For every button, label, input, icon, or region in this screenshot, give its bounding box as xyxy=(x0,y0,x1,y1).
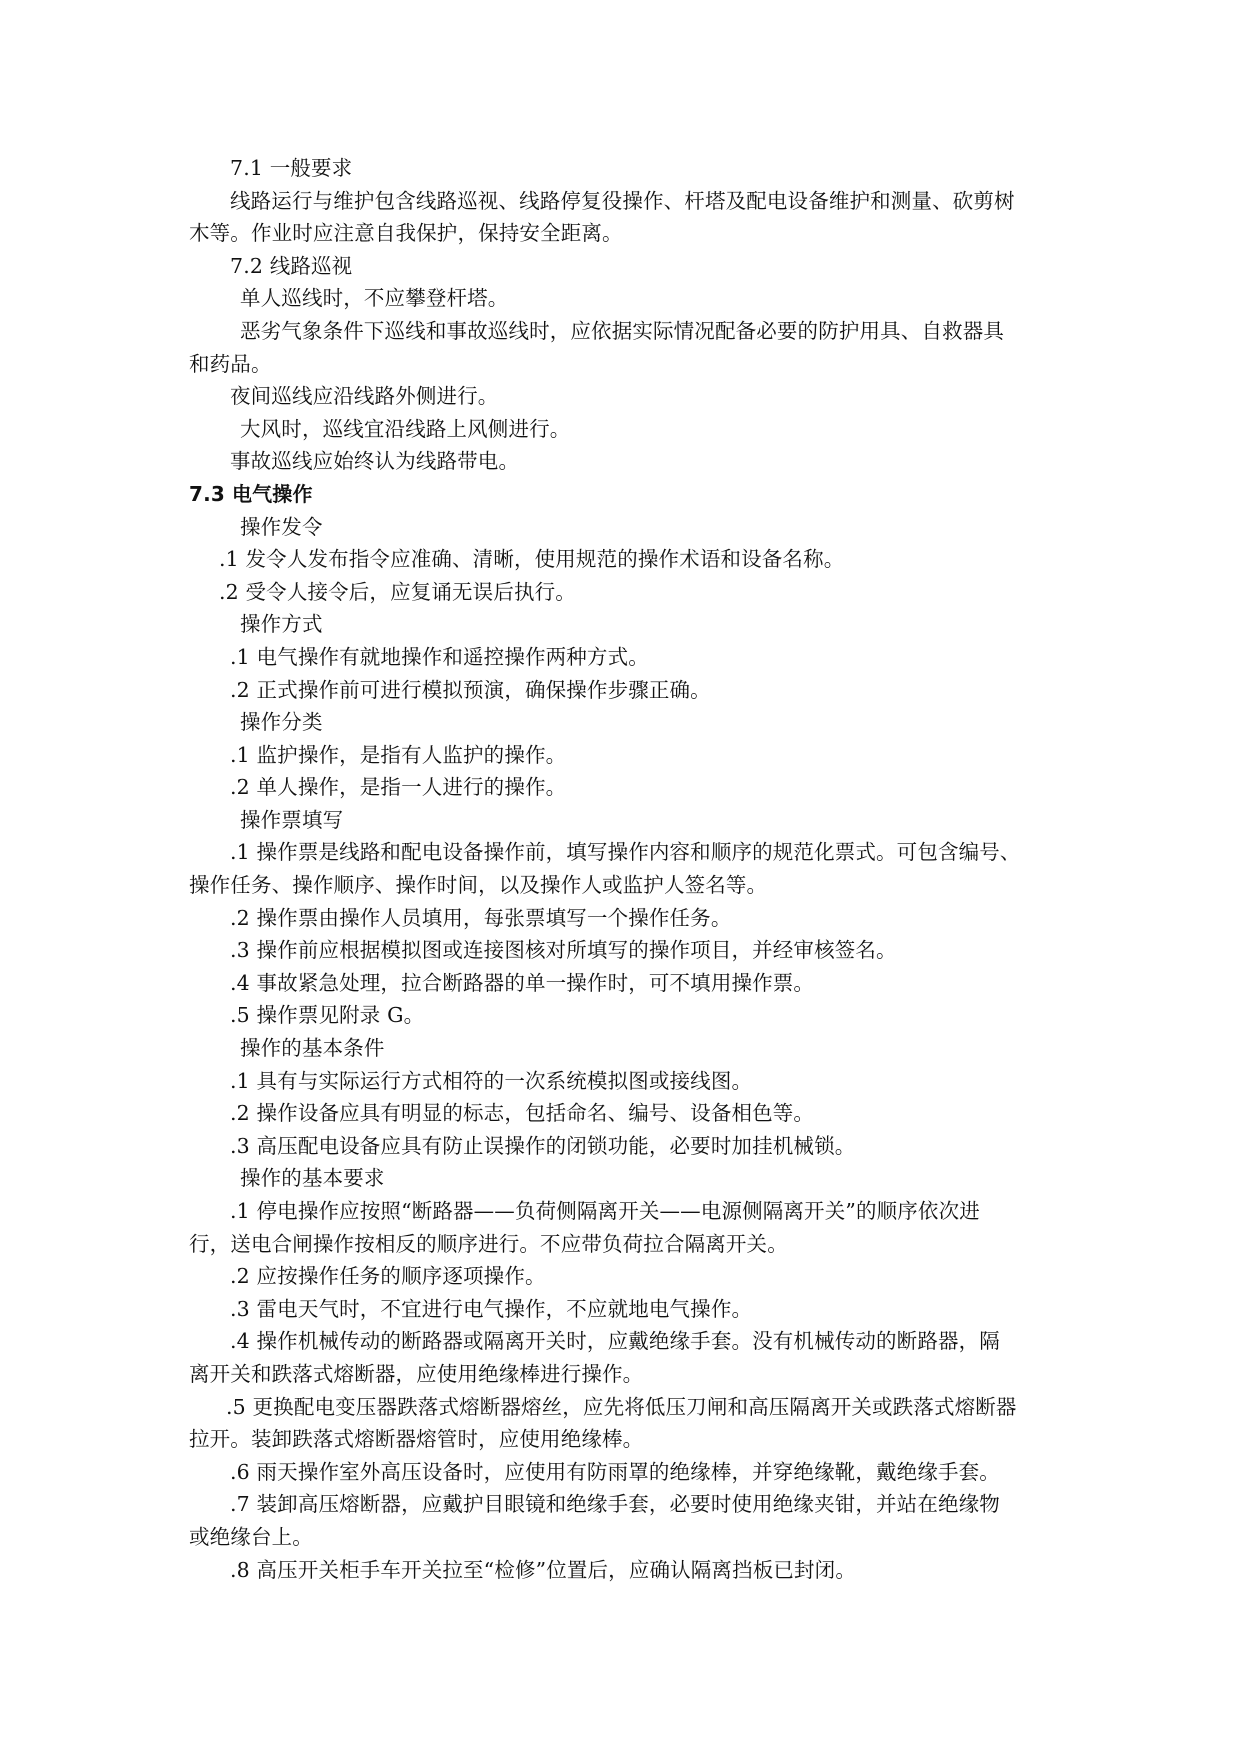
paragraph-line: 线路运行与维护包含线路巡视、线路停复役操作、杆塔及配电设备维护和测量、砍剪树 xyxy=(230,188,1015,213)
document-body xyxy=(189,152,1061,1586)
section-heading-7-3: 7.3 电气操作 xyxy=(189,481,313,506)
list-item-continuation: 离开关和跌落式熔断器，应使用绝缘棒进行操作。 xyxy=(189,1361,644,1386)
subsection-heading: 操作票填写 xyxy=(240,807,344,832)
list-item-continuation: 拉开。装卸跌落式熔断器熔管时，应使用绝缘棒。 xyxy=(189,1427,644,1452)
list-item: .2 正式操作前可进行模拟预演，确保操作步骤正确。 xyxy=(230,677,711,702)
list-item: .4 操作机械传动的断路器或隔离开关时，应戴绝缘手套。没有机械传动的断路器，隔 xyxy=(230,1329,1000,1354)
paragraph-line: 木等。作业时应注意自我保护，保持安全距离。 xyxy=(189,221,623,246)
list-item: .1 监护操作，是指有人监护的操作。 xyxy=(230,742,567,767)
subsection-heading: 操作分类 xyxy=(240,710,323,735)
list-item: .2 操作票由操作人员填用，每张票填写一个操作任务。 xyxy=(230,905,732,930)
list-item: .2 操作设备应具有明显的标志，包括命名、编号、设备相色等。 xyxy=(230,1101,815,1126)
paragraph-line: 单人巡线时，不应攀登杆塔。 xyxy=(240,286,509,311)
list-item-continuation: 操作任务、操作顺序、操作时间，以及操作人或监护人签名等。 xyxy=(189,873,768,898)
list-item: .1 操作票是线路和配电设备操作前，填写操作内容和顺序的规范化票式。可包含编号、 xyxy=(230,840,1021,865)
list-item: .2 受令人接令后，应复诵无误后执行。 xyxy=(219,579,576,604)
subsection-heading: 操作方式 xyxy=(240,612,323,637)
paragraph-line: 大风时，巡线宜沿线路上风侧进行。 xyxy=(240,416,571,441)
section-heading-7-1: 7.1 一般要求 xyxy=(230,156,353,180)
list-item: .8 高压开关柜手车开关拉至“检修”位置后，应确认隔离挡板已封闭。 xyxy=(230,1557,856,1582)
paragraph-line: 和药品。 xyxy=(189,351,272,376)
subsection-heading: 操作的基本要求 xyxy=(240,1166,385,1191)
list-item: .3 高压配电设备应具有防止误操作的闭锁功能，必要时加挂机械锁。 xyxy=(230,1133,856,1158)
list-item: .1 具有与实际运行方式相符的一次系统模拟图或接线图。 xyxy=(230,1068,753,1093)
section-heading-7-2: 7.2 线路巡视 xyxy=(230,253,353,278)
paragraph-line: 夜间巡线应沿线路外侧进行。 xyxy=(230,384,499,409)
list-item: .3 操作前应根据模拟图或连接图核对所填写的操作项目，并经审核签名。 xyxy=(230,938,897,963)
list-item: .4 事故紧急处理，拉合断路器的单一操作时，可不填用操作票。 xyxy=(230,970,815,995)
list-item: .3 雷电天气时，不宜进行电气操作，不应就地电气操作。 xyxy=(230,1296,753,1321)
list-item: .1 电气操作有就地操作和遥控操作两种方式。 xyxy=(230,644,649,669)
list-item: .1 停电操作应按照“断路器——负荷侧隔离开关——电源侧隔离开关”的顺序依次进 xyxy=(230,1199,980,1223)
list-item: .2 应按操作任务的顺序逐项操作。 xyxy=(230,1264,546,1289)
subsection-heading: 操作发令 xyxy=(240,514,323,539)
list-item: .5 更换配电变压器跌落式熔断器熔丝，应先将低压刀闸和高压隔离开关或跌落式熔断器 xyxy=(226,1394,1017,1419)
list-item: .5 操作票见附录 G。 xyxy=(230,1003,425,1028)
list-item: .2 单人操作，是指一人进行的操作。 xyxy=(230,775,567,800)
list-item: .6 雨天操作室外高压设备时，应使用有防雨罩的绝缘棒，并穿绝缘靴，戴绝缘手套。 xyxy=(230,1459,1000,1484)
list-item: .7 装卸高压熔断器，应戴护目眼镜和绝缘手套，必要时使用绝缘夹钳，并站在绝缘物 xyxy=(230,1492,1000,1517)
list-item-continuation: 行，送电合闸操作按相反的顺序进行。不应带负荷拉合隔离开关。 xyxy=(189,1231,788,1256)
subsection-heading: 操作的基本条件 xyxy=(240,1036,385,1061)
list-item: .1 发令人发布指令应准确、清晰，使用规范的操作术语和设备名称。 xyxy=(219,547,845,572)
paragraph-line: 恶劣气象条件下巡线和事故巡线时，应依据实际情况配备必要的防护用具、自救器具 xyxy=(240,318,1005,343)
list-item-continuation: 或绝缘台上。 xyxy=(189,1524,313,1549)
paragraph-line: 事故巡线应始终认为线路带电。 xyxy=(230,449,520,474)
